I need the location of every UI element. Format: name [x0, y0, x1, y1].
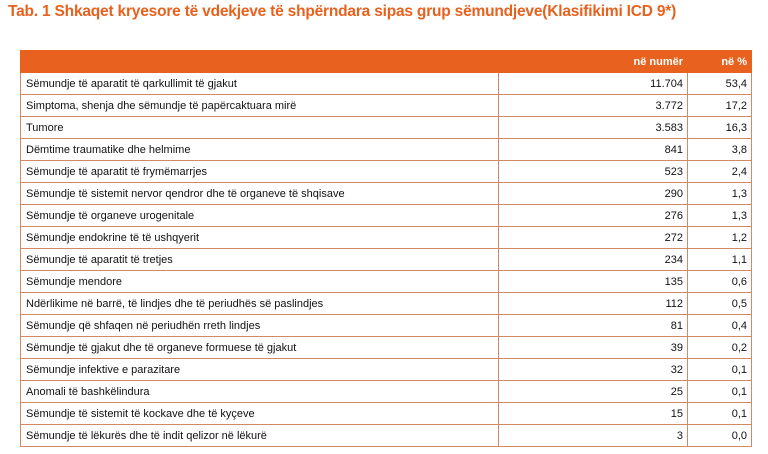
table-row: [21, 183, 752, 205]
row-number: 272: [499, 227, 688, 249]
row-number: 135: [499, 271, 688, 293]
table-row: [21, 271, 752, 293]
row-percent: 2,4: [688, 161, 752, 183]
table-row: [21, 95, 752, 117]
row-category: Simptoma, shenja dhe sëmundje të papërcaktuara mirë: [21, 95, 499, 117]
table-row: [21, 227, 752, 249]
row-number: 3.583: [499, 117, 688, 139]
table-row: [21, 293, 752, 315]
table-header-row: [21, 51, 752, 73]
table-row: [21, 249, 752, 271]
row-number: 81: [499, 315, 688, 337]
row-percent: 16,3: [688, 117, 752, 139]
row-category: Sëmundje të lëkurës dhe të indit qelizor në lëkurë: [21, 425, 499, 447]
row-percent: 1,3: [688, 205, 752, 227]
page-title: Tab. 1 Shkaqet kryesore të vdekjeve të shpërndara sipas grup sëmundjeve(Klasifikimi ICD 9*): [8, 3, 677, 20]
row-percent: 0,1: [688, 381, 752, 403]
row-percent: 53,4: [688, 73, 752, 95]
row-category: Sëmundje të aparatit të frymëmarrjes: [21, 161, 499, 183]
row-category: Dëmtime traumatike dhe helmime: [21, 139, 499, 161]
row-percent: 0,4: [688, 315, 752, 337]
row-category: Sëmundje infektive e parazitare: [21, 359, 499, 381]
table-row: [21, 315, 752, 337]
row-number: 15: [499, 403, 688, 425]
row-percent: 0,1: [688, 359, 752, 381]
table-row: [21, 359, 752, 381]
row-category: Sëmundje të aparatit të tretjes: [21, 249, 499, 271]
row-category: Sëmundje të sistemit nervor qendror dhe të organeve të shqisave: [21, 183, 499, 205]
row-number: 841: [499, 139, 688, 161]
table-row: [21, 337, 752, 359]
row-category: Sëmundje të sistemit të kockave dhe të kyçeve: [21, 403, 499, 425]
row-number: 25: [499, 381, 688, 403]
row-category: Ndërlikime në barrë, të lindjes dhe të periudhës së paslindjes: [21, 293, 499, 315]
row-category: Tumore: [21, 117, 499, 139]
column-header-category: [21, 51, 499, 73]
row-category: Sëmundje të aparatit të qarkullimit të gjakut: [21, 73, 499, 95]
table-row: [21, 205, 752, 227]
row-number: 234: [499, 249, 688, 271]
row-number: 32: [499, 359, 688, 381]
death-causes-table: [20, 50, 752, 447]
row-number: 11.704: [499, 73, 688, 95]
table-row: [21, 161, 752, 183]
row-number: 290: [499, 183, 688, 205]
row-percent: 0,2: [688, 337, 752, 359]
row-number: 276: [499, 205, 688, 227]
row-number: 39: [499, 337, 688, 359]
table-row: [21, 381, 752, 403]
row-category: Sëmundje që shfaqen në periudhën rreth lindjes: [21, 315, 499, 337]
table-row: [21, 73, 752, 95]
row-number: 112: [499, 293, 688, 315]
table-row: [21, 425, 752, 447]
row-category: Sëmundje të gjakut dhe të organeve formuese të gjakut: [21, 337, 499, 359]
row-percent: 1,1: [688, 249, 752, 271]
row-number: 3.772: [499, 95, 688, 117]
row-category: Anomali të bashkëlindura: [21, 381, 499, 403]
row-percent: 0,0: [688, 425, 752, 447]
table-row: [21, 139, 752, 161]
row-percent: 1,2: [688, 227, 752, 249]
row-category: Sëmundje mendore: [21, 271, 499, 293]
row-percent: 0,1: [688, 403, 752, 425]
row-percent: 1,3: [688, 183, 752, 205]
column-header-percent: në %: [688, 51, 752, 73]
row-percent: 3,8: [688, 139, 752, 161]
row-percent: 17,2: [688, 95, 752, 117]
row-category: Sëmundje endokrine të të ushqyerit: [21, 227, 499, 249]
row-number: 523: [499, 161, 688, 183]
row-percent: 0,6: [688, 271, 752, 293]
table-row: [21, 403, 752, 425]
column-header-number: në numër: [499, 51, 688, 73]
row-percent: 0,5: [688, 293, 752, 315]
table-row: [21, 117, 752, 139]
row-category: Sëmundje të organeve urogenitale: [21, 205, 499, 227]
row-number: 3: [499, 425, 688, 447]
